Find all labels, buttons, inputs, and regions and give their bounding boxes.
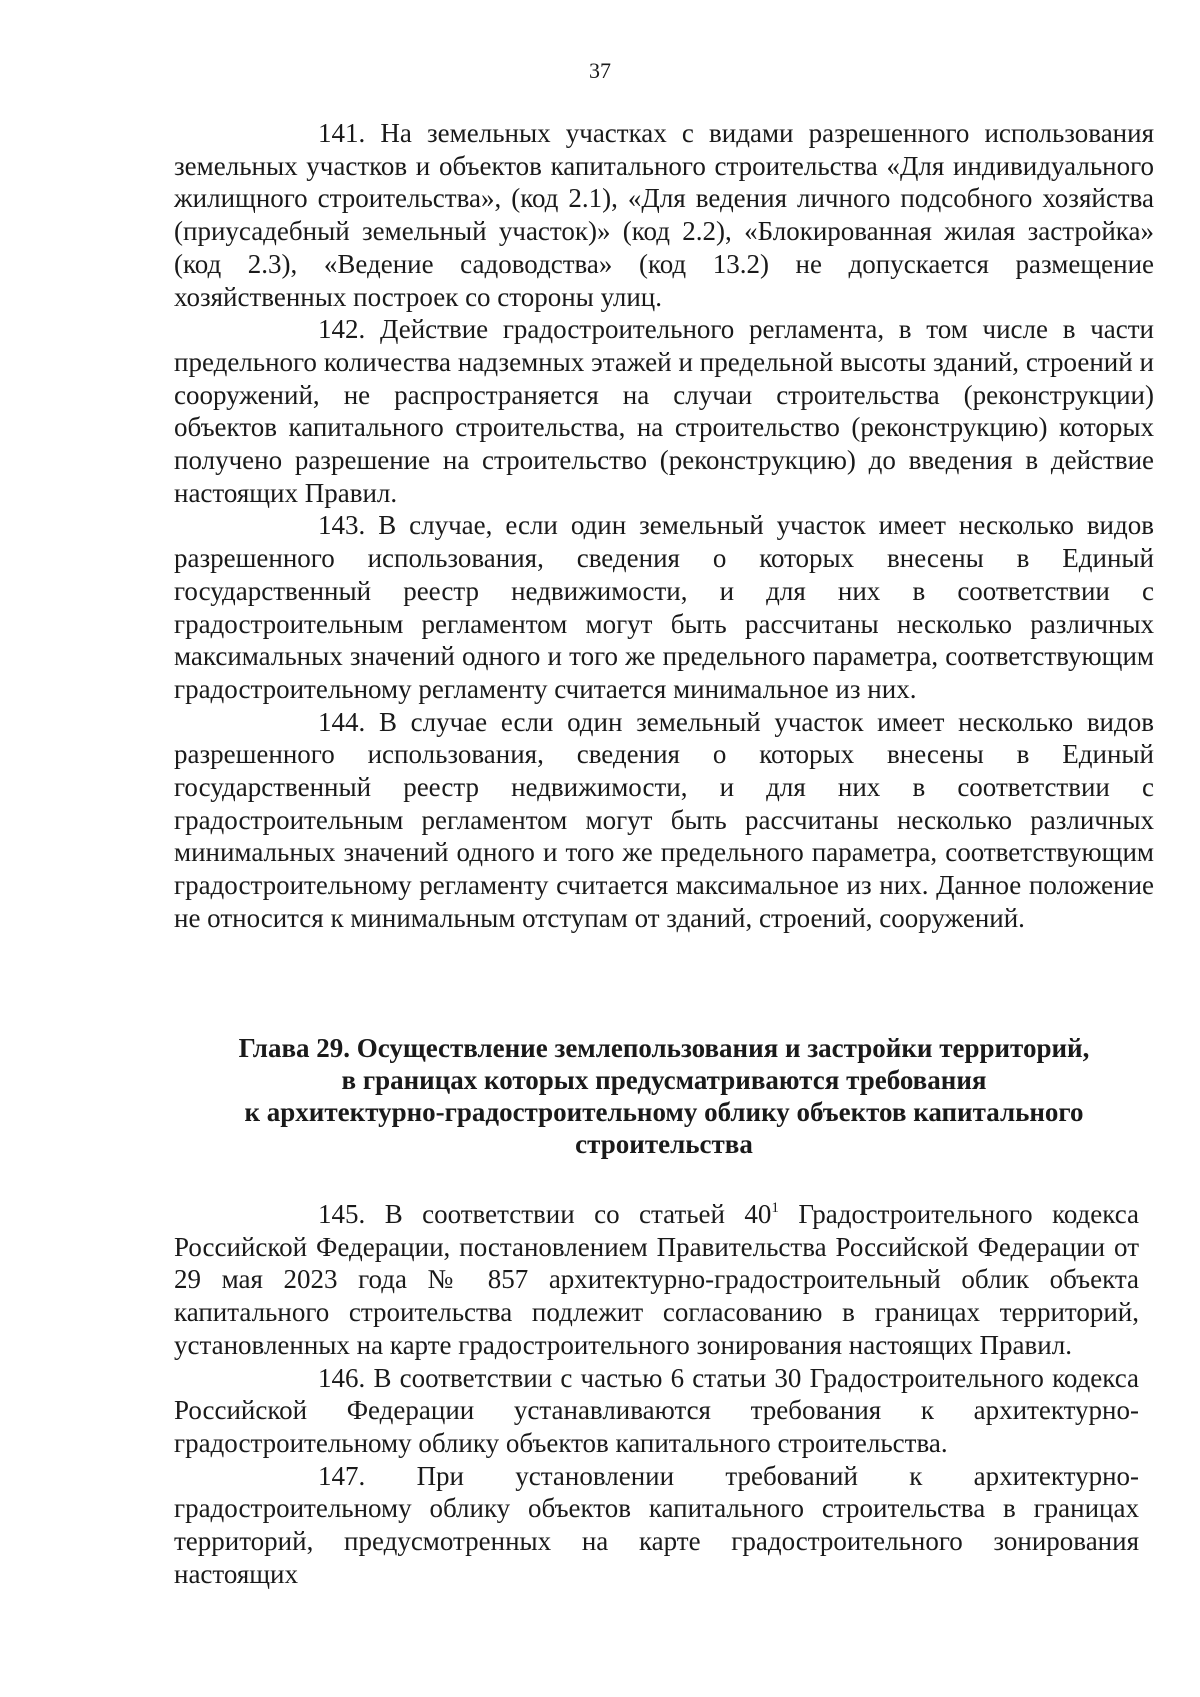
- paragraph-text: В случае, если один земельный участок имеет несколько видов разрешенного использования, сведения о которых внесены в Единый государственный реестр недвижимости, и для них в соответствии с градостроительным регламентом могут быть рассчитаны несколько различных максимальных значений одного и того же предельного параметра, соответствующим градостроительному регламенту считается минимальное из них.: [174, 510, 1154, 704]
- paragraph-142: [174, 313, 1154, 509]
- paragraph-number: 146.: [318, 1362, 366, 1393]
- paragraph-144: [174, 706, 1154, 935]
- paragraph-number: 147.: [318, 1460, 366, 1491]
- paragraph-number: 142.: [318, 314, 366, 345]
- page-number: 37: [589, 58, 611, 83]
- paragraph-number: 145.: [318, 1199, 366, 1229]
- paragraph-number: 144.: [318, 706, 366, 737]
- chapter-heading-line: Глава 29. Осуществление землепользования и застройки территорий,: [238, 1033, 1090, 1063]
- paragraph-143: [174, 509, 1154, 705]
- paragraph-text: В соответствии со статьей 40: [384, 1199, 772, 1229]
- paragraph-text: Действие градостроительного регламента, в том числе в части предельного количества надземных этажей и предельной высоты зданий, строений и сооружений, не распространяется на случаи строительства (реконструкции) объектов капитального строительства, на строительство (реконструкцию) которых получено разрешение на строительство (реконструкцию) до введения в действие настоящих Правил.: [174, 314, 1154, 508]
- paragraph-141: [174, 117, 1154, 313]
- chapter-heading-line: к архитектурно-градостроительному облику объектов капитального: [244, 1097, 1084, 1127]
- paragraph-text: В случае если один земельный участок имеет несколько видов разрешенного использования, сведения о которых внесены в Единый государственный реестр недвижимости, и для них в соответствии с градостроительным регламентом могут быть рассчитаны несколько различных минимальных значений одного и того же предельного параметра, соответствующим градостроительному регламенту считается максимальное из них. Данное положение не относится к минимальным отступам от зданий, строений, сооружений.: [174, 706, 1154, 933]
- paragraph-147: [174, 1460, 1139, 1591]
- chapter-heading-line: строительства: [575, 1129, 753, 1159]
- paragraph-146: [174, 1362, 1139, 1460]
- footnote-superscript: 1: [771, 1200, 779, 1216]
- article-text-top: [174, 117, 1154, 935]
- paragraph-text: При установлении требований к архитектурно-градостроительному облику объектов капитального строительства в границах территорий, предусмотренных на карте градостроительного зонирования настоящих: [174, 1460, 1140, 1589]
- chapter-heading: [174, 1032, 1154, 1160]
- paragraph-text: Градостроительного кодекса Российской Федерации, постановлением Правительства Российской Федерации от 29 мая 2023 года № 857 архитектурно-градостроительный облик объекта капитального строительства подлежит согласованию в границах территорий, установленных на карте градостроительного зонирования настоящих Правил.: [174, 1199, 1140, 1360]
- article-text-bottom: [174, 1198, 1139, 1590]
- paragraph-text: На земельных участках с видами разрешенного использования земельных участков и объектов капитального строительства «Для индивидуального жилищного строительства», (код 2.1), «Для ведения личного подсобного хозяйства (приусадебный земельный участок)» (код 2.2), «Блокированная жилая застройка» (код 2.3), «Ведение садоводства» (код 13.2) не допускается размещение хозяйственных построек со стороны улиц.: [174, 118, 1154, 312]
- paragraph-text: В соответствии с частью 6 статьи 30 Градостроительного кодекса Российской Федерации устанавливаются требования к архитектурно-градостроительному облику объектов капитального строительства.: [174, 1362, 1139, 1458]
- paragraph-number: 143.: [318, 510, 366, 541]
- paragraph-number: 141.: [318, 118, 366, 148]
- chapter-heading-line: в границах которых предусматриваются требования: [341, 1065, 987, 1095]
- paragraph-145: [174, 1198, 1139, 1362]
